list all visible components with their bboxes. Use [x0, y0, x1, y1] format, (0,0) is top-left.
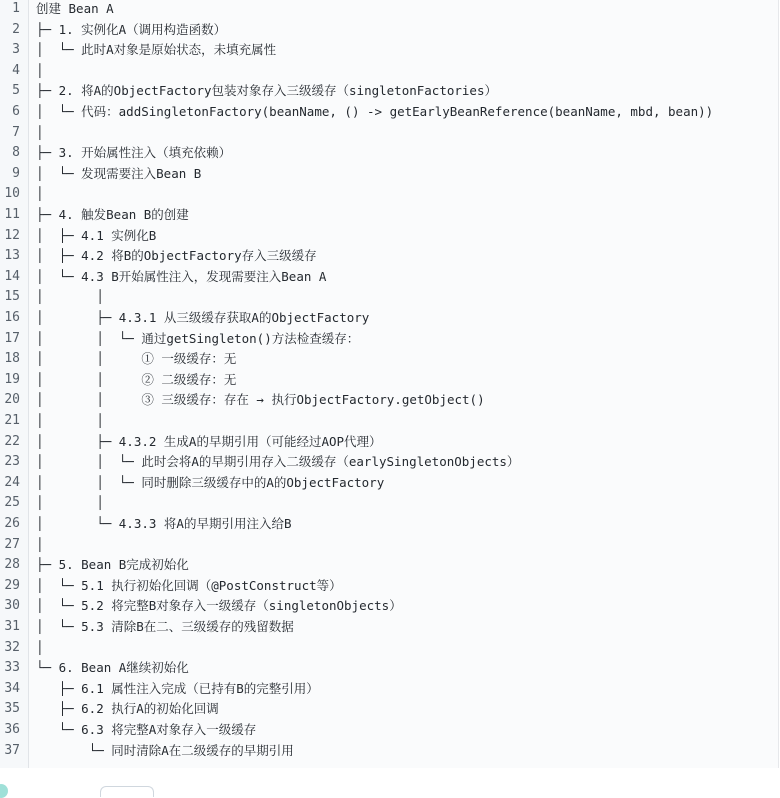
code-text: ├─ 2. 将A的ObjectFactory包装对象存入三级缓存（singletonFactories）: [36, 83, 497, 99]
code-text: │: [36, 639, 44, 655]
line-number: 31: [4, 619, 20, 634]
code-line: [0, 308, 778, 328]
code-text: │: [36, 536, 44, 552]
code-line: [0, 576, 778, 596]
line-number: 10: [4, 186, 20, 202]
code-line: [0, 679, 778, 699]
line-number: 20: [4, 392, 20, 408]
line-number: 29: [4, 577, 20, 593]
line-number: 17: [4, 330, 20, 346]
line-number: 21: [4, 413, 20, 428]
code-line: [0, 535, 778, 555]
code-text: │ └─ 5.3 清除B在二、三级缓存的残留数据: [36, 619, 294, 634]
code-line: [0, 123, 778, 143]
code-line: [0, 473, 778, 493]
code-text: │ ├─ 4.3.1 从三级缓存获取A的ObjectFactory: [36, 310, 370, 325]
line-number: 27: [4, 536, 20, 552]
line-number: 33: [4, 660, 20, 676]
code-text: ├─ 6.1 属性注入完成（已持有B的完整引用）: [36, 680, 319, 696]
code-line: [0, 432, 778, 452]
code-line: [0, 226, 778, 246]
code-text: │ └─ 发现需要注入Bean B: [36, 165, 202, 181]
floating-action-icon[interactable]: [0, 784, 8, 798]
code-text: │ ├─ 4.1 实例化B: [36, 227, 157, 243]
line-number: 2: [12, 21, 20, 37]
code-line: [0, 699, 778, 719]
code-line: [0, 205, 778, 225]
code-text: │ │ └─ 此时会将A的早期引用存入二级缓存（earlySingletonObjects）: [36, 454, 520, 470]
code-line: [0, 617, 778, 637]
code-text: ├─ 3. 开始属性注入（填充依赖）: [36, 145, 232, 161]
line-number: 23: [4, 454, 20, 470]
code-text: │ └─ 4.3.3 将A的早期引用注入给B: [36, 516, 292, 531]
code-line: [0, 143, 778, 163]
code-line: [0, 411, 778, 431]
footer-tab[interactable]: [100, 786, 154, 797]
code-line: [0, 287, 778, 307]
code-text: │ └─ 5.2 将完整B对象存入一级缓存（singletonObjects）: [36, 598, 402, 614]
code-text: │ └─ 代码：addSingletonFactory(beanName, () -> getEarlyBeanReference(beanName, mbd, bean)): [36, 104, 714, 119]
code-line: [0, 164, 778, 184]
line-number: 16: [4, 310, 20, 325]
code-text: │ │: [36, 413, 104, 428]
code-text: ├─ 1. 实例化A（调用构造函数）: [36, 21, 227, 37]
line-number: 3: [12, 42, 20, 58]
line-number: 32: [4, 639, 20, 655]
line-number: 9: [12, 165, 20, 181]
line-number: 5: [12, 83, 20, 99]
code-text: │ │ ② 二级缓存：无: [36, 371, 237, 387]
code-line: [0, 493, 778, 513]
line-number: 36: [4, 722, 20, 737]
line-number: 25: [4, 495, 20, 511]
code-line: [0, 555, 778, 575]
code-line: [0, 246, 778, 266]
code-line: [0, 741, 778, 761]
code-text: └─ 6.3 将完整A对象存入一级缓存: [36, 722, 257, 737]
code-text: └─ 同时清除A在二级缓存的早期引用: [36, 742, 294, 758]
line-number: 18: [4, 351, 20, 367]
code-text: │: [36, 186, 44, 202]
code-text: │ │: [36, 289, 104, 305]
code-text: │: [36, 62, 44, 78]
line-number: 26: [4, 516, 20, 531]
code-line: [0, 81, 778, 101]
code-text: ├─ 6.2 执行A的初始化回调: [36, 701, 219, 717]
line-number: 1: [12, 1, 20, 16]
code-line: [0, 40, 778, 60]
code-text: │ └─ 5.1 执行初始化回调（@PostConstruct等）: [36, 577, 342, 593]
code-text: │ └─ 此时A对象是原始状态，未填充属性: [36, 42, 277, 58]
code-text: └─ 6. Bean A继续初始化: [36, 660, 189, 676]
code-line: [0, 102, 778, 122]
code-text: │: [36, 124, 44, 140]
code-line: [0, 390, 778, 410]
code-text: ├─ 4. 触发Bean B的创建: [36, 207, 189, 222]
code-text: │ └─ 4.3 B开始属性注入，发现需要注入Bean A: [36, 268, 327, 284]
code-text: │ │ └─ 通过getSingleton()方法检查缓存：: [36, 330, 360, 346]
line-number: 28: [4, 557, 20, 573]
code-line: [0, 514, 778, 534]
line-number: 13: [4, 248, 20, 264]
code-text: │ │ ③ 三级缓存：存在 → 执行ObjectFactory.getObject(): [36, 392, 485, 408]
line-number: 35: [4, 701, 20, 717]
code-line: [0, 638, 778, 658]
code-line: [0, 658, 778, 678]
line-number: 24: [4, 474, 20, 490]
code-line: [0, 370, 778, 390]
code-line: [0, 329, 778, 349]
line-number: 14: [4, 268, 20, 284]
code-line: [0, 596, 778, 616]
code-text: │ │ └─ 同时删除三级缓存中的A的ObjectFactory: [36, 474, 385, 490]
code-text: │ ├─ 4.3.2 生成A的早期引用（可能经过AOP代理）: [36, 433, 382, 449]
line-number: 37: [4, 742, 20, 758]
line-number: 22: [4, 433, 20, 449]
line-number: 30: [4, 598, 20, 614]
code-text: │ │ ① 一级缓存：无: [36, 351, 237, 367]
code-line: [0, 0, 778, 19]
line-number: 7: [12, 124, 20, 140]
code-text: 创建 Bean A: [36, 1, 114, 16]
line-number: 4: [12, 62, 20, 78]
code-line: [0, 349, 778, 369]
line-number: 6: [12, 104, 20, 119]
code-text: │ ├─ 4.2 将B的ObjectFactory存入三级缓存: [36, 248, 317, 264]
line-number: 12: [4, 227, 20, 243]
page-footer: [0, 768, 780, 791]
code-text: │ │: [36, 495, 104, 511]
code-line: [0, 720, 778, 740]
line-number: 11: [4, 207, 20, 222]
code-text: ├─ 5. Bean B完成初始化: [36, 557, 189, 573]
code-line: [0, 20, 778, 40]
line-number: 8: [12, 145, 20, 161]
line-number: 15: [4, 289, 20, 305]
line-number: 19: [4, 371, 20, 387]
line-number: 34: [4, 680, 20, 696]
code-line: [0, 452, 778, 472]
code-line: [0, 267, 778, 287]
code-line: [0, 61, 778, 81]
code-line: [0, 184, 778, 204]
